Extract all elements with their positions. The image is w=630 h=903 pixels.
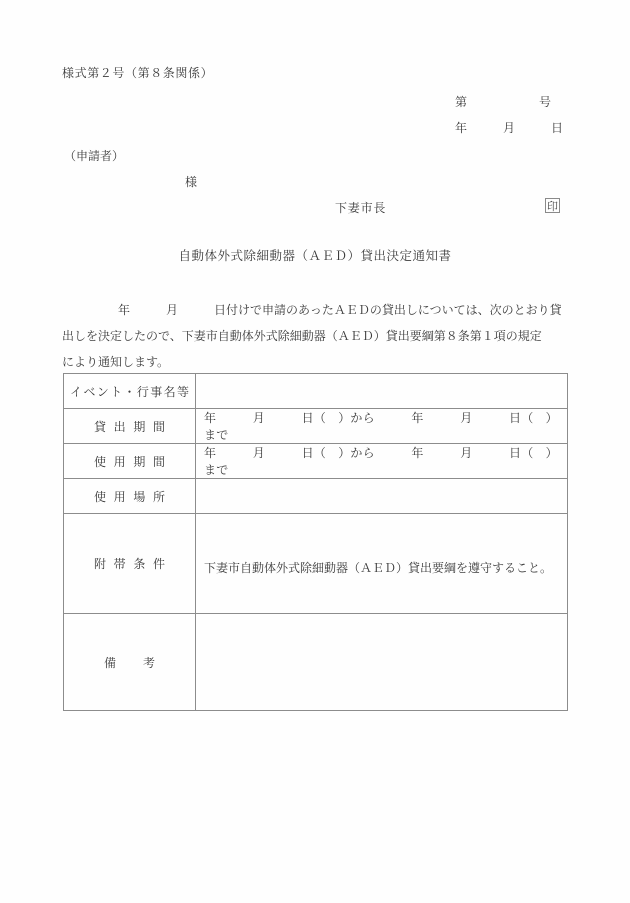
body-paragraph [62, 297, 570, 375]
row-label-conditions [64, 514, 196, 614]
table-row-remarks [64, 614, 568, 711]
row-value-text: 年 月 日（ ）から 年 月 日（ ）まで [204, 411, 558, 442]
issuer-name: 下妻市長 [335, 201, 387, 215]
body-line-2: 出しを決定したので、下妻市自動体外式除細動器（ＡＥＤ）貸出要綱第８条第１項の規定 [62, 329, 542, 343]
notice-table [63, 373, 568, 711]
row-label-use-location [64, 479, 196, 514]
row-value-text: 年 月 日（ ）から 年 月 日（ ）まで [204, 446, 558, 477]
document-date-field: 年 月 日 [455, 121, 564, 135]
row-value-event-name[interactable] [196, 374, 568, 409]
table-row-event-name [64, 374, 568, 409]
row-label-text: 使用場所 [94, 489, 165, 504]
row-label-loan-period [64, 409, 196, 444]
document-number-field: 第 号 [455, 95, 552, 109]
row-value-loan-period[interactable] [196, 409, 568, 444]
row-label-event-name [64, 374, 196, 409]
form-number: 様式第２号（第８条関係） [62, 66, 214, 80]
row-label-text: 備考 [104, 655, 155, 670]
body-line-3: により通知します。 [62, 355, 170, 369]
row-label-text: イベント・行事名等 [70, 384, 189, 399]
applicant-label: （申請者） [64, 149, 125, 163]
table-row-conditions [64, 514, 568, 614]
row-value-use-location[interactable] [196, 479, 568, 514]
table-row-use-period [64, 444, 568, 479]
row-label-text: 使用期間 [94, 454, 165, 469]
page-title: 自動体外式除細動器（ＡＥＤ）貸出決定通知書 [178, 248, 452, 263]
row-value-remarks[interactable] [196, 614, 568, 711]
seal-stamp-icon: 印 [547, 200, 558, 213]
row-label-use-period [64, 444, 196, 479]
row-label-text: 貸出期間 [94, 419, 165, 434]
issuer-row [335, 198, 560, 218]
table-row-loan-period [64, 409, 568, 444]
row-label-remarks [64, 614, 196, 711]
row-value-conditions[interactable] [196, 514, 568, 614]
body-line-1: 年 月 日付けで申請のあったＡＥＤの貸出しについては、次のとおり貸 [118, 303, 562, 317]
row-value-use-period[interactable] [196, 444, 568, 479]
table-row-use-location [64, 479, 568, 514]
row-label-text: 附帯条件 [94, 557, 165, 571]
applicant-honorific: 様 [185, 175, 198, 189]
row-value-text: 下妻市自動体外式除細動器（ＡＥＤ）貸出要綱を遵守すること。 [204, 561, 553, 575]
